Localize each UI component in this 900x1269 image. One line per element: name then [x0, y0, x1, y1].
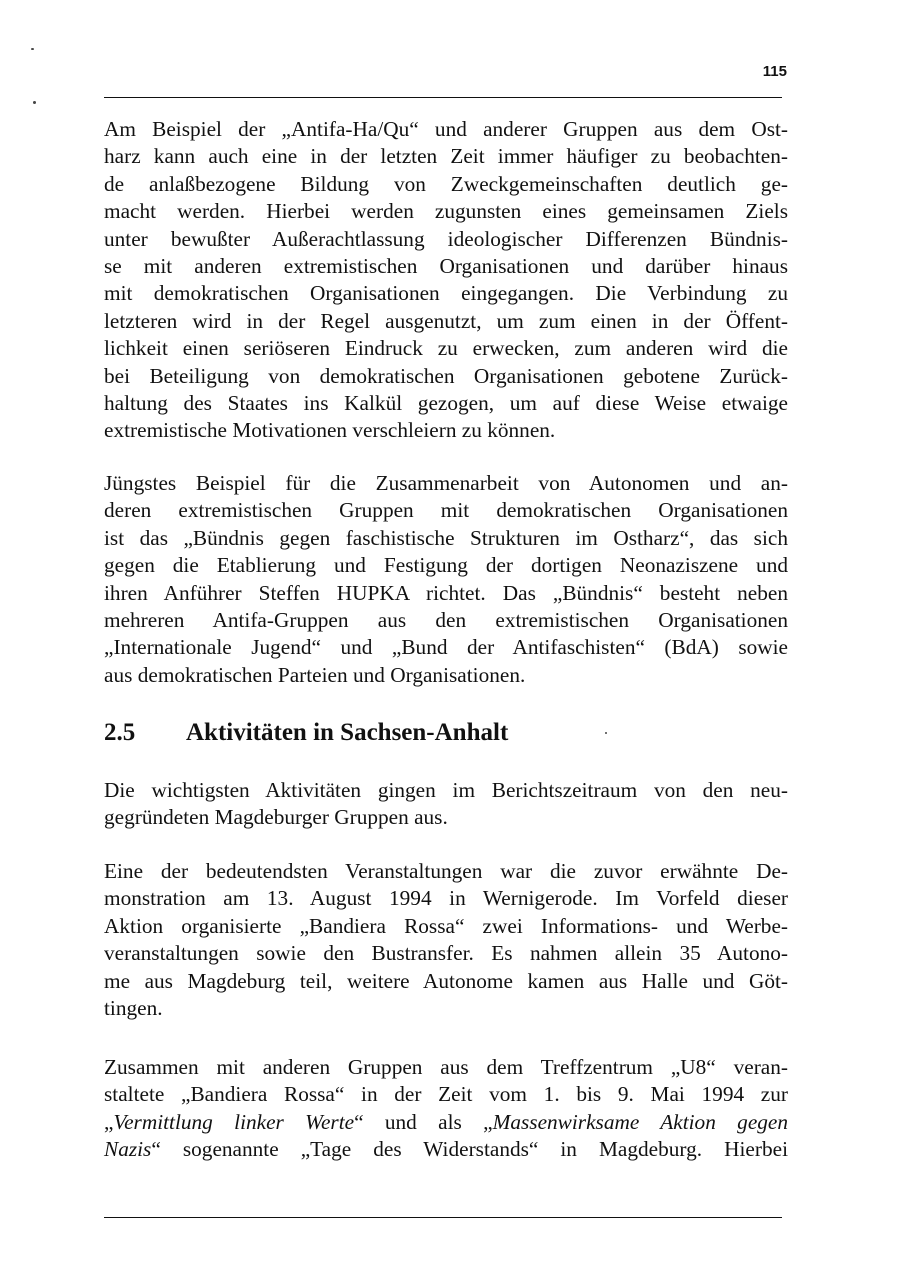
text-line: „Internationale Jugend“ und „Bund der Antifaschisten“ (BdA) sowie: [104, 635, 788, 660]
quote-mark: „: [483, 1109, 493, 1134]
text-fragment: und als: [384, 1109, 462, 1134]
section-heading: [104, 716, 788, 750]
text-line: letzteren wird in der Regel ausgenutzt, um zum einen in der Öffent-: [104, 308, 788, 333]
text-line: mehreren Antifa-Gruppen aus den extremistischen Organisationen: [104, 607, 788, 632]
text-line-mixed: [104, 1136, 788, 1163]
text-line: aus demokratischen Parteien und Organisationen.: [104, 662, 526, 687]
text-fragment: sogenannte „Tage des Widerstands“ in Magdeburg. Hierbei: [182, 1137, 788, 1162]
paragraph-3: [104, 777, 788, 832]
text-line: deren extremistischen Gruppen mit demokratischen Organisationen: [104, 498, 788, 523]
paragraph-4: [104, 858, 788, 1022]
text-line: lichkeit einen seriöseren Eindruck zu erwecken, zum anderen wird die: [104, 336, 788, 361]
text-line: Zusammen mit anderen Gruppen aus dem Treffzentrum „U8“ veran-: [104, 1055, 788, 1079]
quote-mark: “: [354, 1109, 364, 1134]
quote-mark: „: [104, 1109, 114, 1134]
text-line: gegründeten Magdeburger Gruppen aus.: [104, 805, 448, 830]
text-line-mixed: [104, 1109, 788, 1136]
scan-speck: [605, 732, 607, 734]
text-line: ihren Anführer Steffen HUPKA richtet. Das „Bündnis“ besteht neben: [104, 580, 788, 605]
text-line: monstration am 13. August 1994 in Wernigerode. Im Vorfeld dieser: [104, 886, 788, 911]
text-line: de anlaßbezogene Bildung von Zweckgemeinschaften deutlich ge-: [104, 171, 788, 196]
text-line: se mit anderen extremistischen Organisationen und darüber hinaus: [104, 253, 788, 278]
text-line: bei Beteiligung von demokratischen Organisationen gebotene Zurück-: [104, 363, 788, 388]
text-line: Eine der bedeutendsten Veranstaltungen war die zuvor erwähnte De-: [104, 859, 788, 883]
text-line: staltete „Bandiera Rossa“ in der Zeit vom 1. bis 9. Mai 1994 zur: [104, 1082, 788, 1107]
italic-quote: Nazis: [104, 1137, 152, 1162]
text-line: unter bewußter Außerachtlassung ideologischer Differenzen Bündnis-: [104, 226, 788, 251]
section-title: Aktivitäten in Sachsen-Anhalt: [186, 719, 509, 746]
text-line: Am Beispiel der „Antifa-Ha/Qu“ und anderer Gruppen aus dem Ost-: [104, 117, 788, 141]
section-number: 2.5: [104, 719, 136, 746]
text-line: gegen die Etablierung und Festigung der dortigen Neonaziszene und: [104, 553, 788, 578]
text-line: extremistische Motivationen verschleiern zu können.: [104, 418, 556, 443]
header-rule: [104, 97, 782, 98]
paragraph-1: [104, 116, 788, 445]
scan-speck: [33, 101, 36, 104]
footer-rule: [104, 1217, 782, 1218]
text-line: ist das „Bündnis gegen faschistische Strukturen im Ostharz“, das sich: [104, 525, 788, 550]
paragraph-5: [104, 1054, 788, 1164]
text-line: harz kann auch eine in der letzten Zeit immer häufiger zu beobachten-: [104, 144, 788, 169]
text-line: haltung des Staates ins Kalkül gezogen, um auf diese Weise etwaige: [104, 390, 788, 415]
paragraph-2: [104, 470, 788, 689]
scan-speck: [31, 48, 34, 50]
quote-mark: “: [151, 1137, 161, 1162]
text-line: tingen.: [104, 995, 163, 1020]
italic-quote: Massenwirksame Aktion gegen: [492, 1109, 789, 1134]
text-line: macht werden. Hierbei werden zugunsten eines gemeinsamen Ziels: [104, 199, 788, 224]
italic-quote: Vermittlung linker Werte: [113, 1109, 355, 1134]
text-line: me aus Magdeburg teil, weitere Autonome kamen aus Halle und Göt-: [104, 968, 788, 993]
text-line: Jüngstes Beispiel für die Zusammenarbeit von Autonomen und an-: [104, 471, 788, 495]
page-number: 115: [762, 63, 787, 80]
text-line: veranstaltungen sowie den Bustransfer. Es nahmen allein 35 Autono-: [104, 941, 788, 966]
text-line: mit demokratischen Organisationen eingegangen. Die Verbindung zu: [104, 281, 788, 306]
text-line: Aktion organisierte „Bandiera Rossa“ zwei Informations- und Werbe-: [104, 913, 788, 938]
text-line: Die wichtigsten Aktivitäten gingen im Berichtszeitraum von den neu-: [104, 778, 788, 802]
